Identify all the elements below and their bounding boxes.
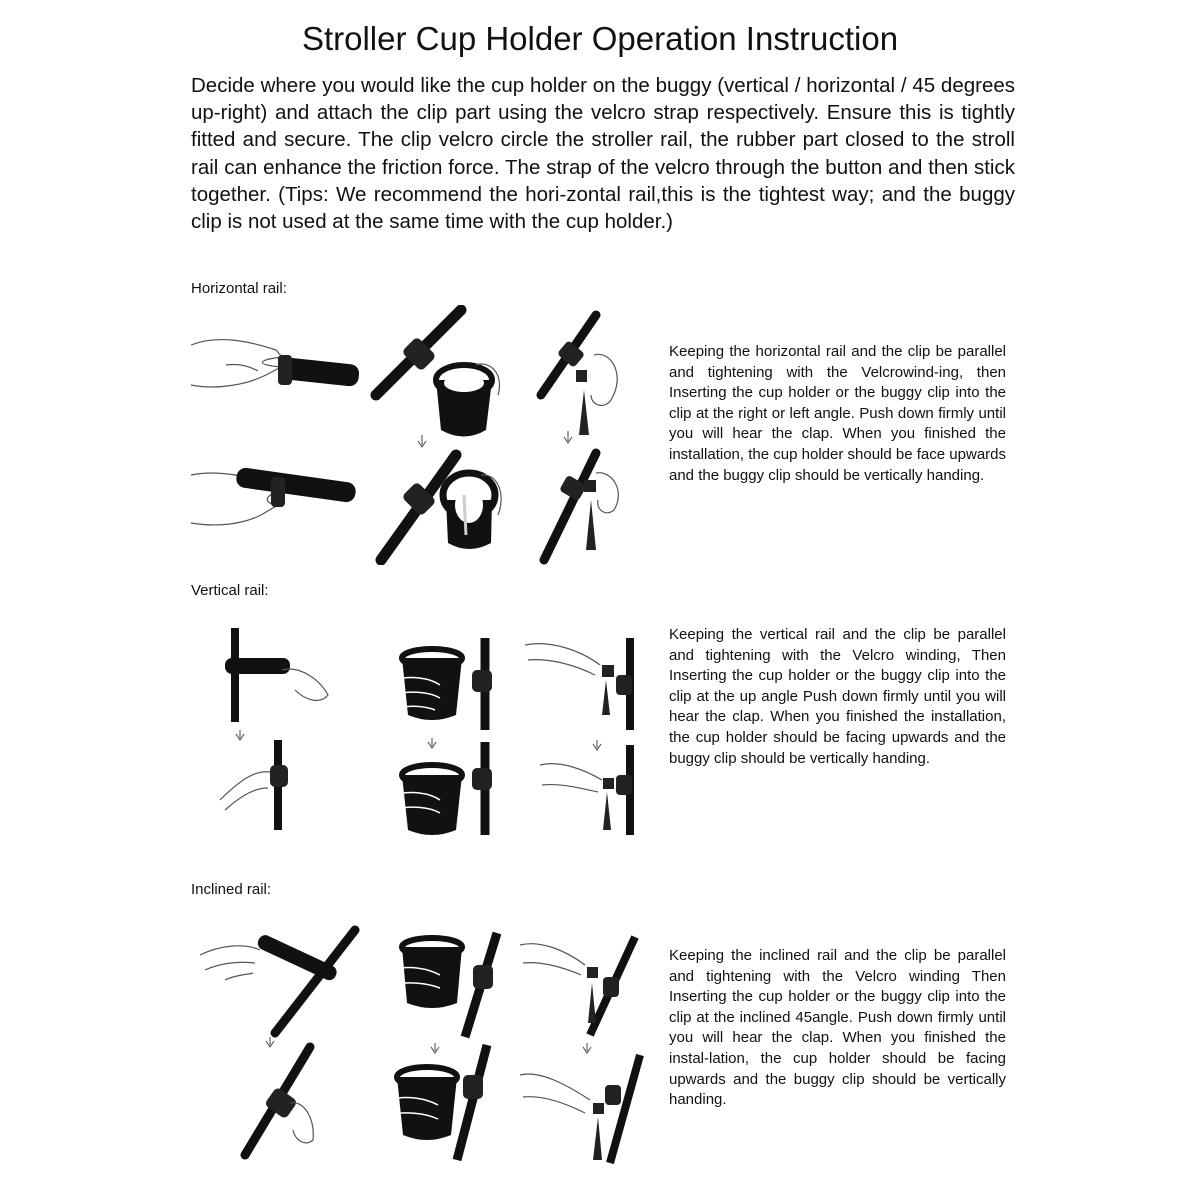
inclined-rail-illustrations (195, 925, 655, 1165)
horizontal-rail-description: Keeping the horizontal rail and the clip be parallel and tightening with the Velcrowind-ing, then Inserting the cup holder or the buggy clip into the clip at the right or left angle. Push down firmly until you will hear the clap. When you finished the installation, the cup holder should be face upwards and the buggy clip should be vertically handing. (669, 343, 1006, 484)
horizontal-rail-steps-illustration (186, 305, 656, 565)
vertical-rail-description: Keeping the vertical rail and the clip be parallel and tightening with the Velcro winding, Then Inserting the cup holder or the buggy clip into the clip at the up angle Push down firmly until you will hear the clap. When you finished the installation, the cup holder should be facing upwards and the buggy clip should be vertically handing. (669, 626, 1006, 767)
intro-paragraph: Decide where you would like the cup holder on the buggy (vertical / horizontal / 45 degrees up-right) and attach the clip part using the velcro strap respectively. Ensure this is tightly fitted and secure. The clip velcro circle the stroller rail, the rubber part closed to the stroll rail can enhance the friction force. The strap of the velcro through the button and then stick together. (Tips: We recommend the hori-zontal rail,this is the tightest way; and the buggy clip is not used at the same time with the cup holder.) (191, 74, 1015, 234)
vertical-rail-illustrations (210, 620, 650, 840)
inclined-rail-label: Inclined rail: (191, 881, 272, 898)
horizontal-rail-illustrations (186, 305, 656, 565)
hand-wrap-strap-illustration (191, 340, 282, 387)
page-title: Stroller Cup Holder Operation Instruction (301, 20, 899, 57)
vertical-rail-label: Vertical rail: (191, 582, 269, 599)
cup-holder-illustration (436, 365, 492, 437)
horizontal-rail-label: Horizontal rail: (191, 280, 287, 297)
vertical-rail-steps-illustration (210, 620, 650, 840)
inclined-rail-steps-illustration (195, 925, 655, 1165)
inclined-rail-description: Keeping the inclined rail and the clip be parallel and tightening with the Velcro winding Then Inserting the cup holder or the buggy clip into the clip at the inclined 45angle. Push down firmly until you will hear the clap. When you finished the instal-lation, the cup holder should be facing upwards and the buggy clip should be vertically handing. (669, 947, 1006, 1109)
